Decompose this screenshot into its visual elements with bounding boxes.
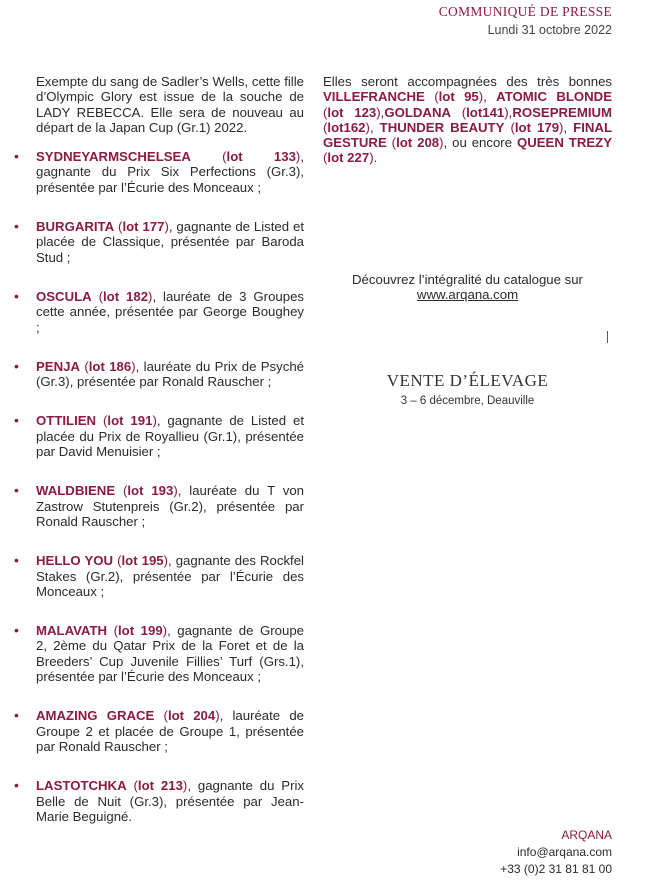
lot-paren-open: (: [222, 149, 227, 165]
horse-name: WALDBIENE: [36, 483, 116, 499]
lot-description: , gagnante du Prix Six Perfections (Gr.3), présentée par l’Écurie des Monceaux ;: [36, 149, 304, 195]
text-cursor: [607, 331, 608, 343]
lot-paren-close: ): [559, 119, 564, 135]
left-column: [14, 74, 305, 824]
horse-name: BURGARITA: [36, 219, 115, 235]
intro-paragraph: Exempte du sang de Sadler’s Wells, cette fille d’Olympic Glory est issue de la souche de LADY REBECCA. Elle sera de nouveau au départ de la Japan Cup (Gr.1) 2022.: [36, 74, 304, 135]
lot-number: lot 182: [103, 288, 149, 304]
press-release-title: COMMUNIQUÉ DE PRESSE: [438, 4, 612, 19]
separator: ,: [508, 104, 513, 120]
lot-item: [14, 482, 304, 529]
lot-description: , gagnante de Groupe 2, 2ème du Qatar Prix de la Foret et de la Breeders’ Cup Juvenile Fillies’ Turf (Grs.1), présentée par l’Écurie des Monceaux ;: [36, 623, 304, 685]
footer: [500, 827, 612, 878]
bullet-icon: •: [14, 218, 19, 235]
separator: ,: [369, 119, 380, 135]
lot-description: , lauréate de 3 Groupes cette année, présentée par George Boughey ;: [36, 288, 305, 335]
lot-description: , gagnante de Listed et placée du Prix de Royallieu (Gr.1), présentée par David Menuisier ;: [36, 413, 305, 460]
lot-item: [14, 148, 304, 195]
lot-paren-open: (: [461, 104, 467, 120]
lot-number: lot 199: [118, 623, 163, 639]
lot-description: , lauréate de Groupe 2 et placée de Groupe 1, présentée par Ronald Rauscher ;: [36, 708, 304, 754]
lot-paren-open: (: [113, 623, 119, 639]
bullet-icon: •: [14, 357, 19, 374]
lot-paren-open: (: [133, 778, 138, 794]
lot-number: lot 191: [107, 413, 153, 429]
release-date: Lundi 31 octobre 2022: [487, 23, 612, 37]
lot-number: lot 213: [137, 778, 183, 794]
lots-list: [14, 148, 305, 824]
right-column: [323, 74, 612, 166]
horse-name: PENJA: [36, 358, 80, 374]
lot-item: [14, 412, 305, 460]
horse-name: THUNDER BEAUTY: [379, 119, 505, 135]
lot-paren-close: ): [173, 483, 178, 499]
lot-item: [14, 552, 304, 599]
lot-number: lot 208: [396, 135, 440, 151]
lot-paren-close: ): [504, 104, 509, 120]
footer-brand: ARQANA: [561, 828, 612, 842]
accompanying-horse: [323, 89, 496, 104]
lot-description: , gagnante du Prix Belle de Nuit (Gr.3), présentée par Jean-Marie Beguigné.: [36, 778, 304, 824]
accompanying-horse: [384, 105, 512, 120]
lot-number: lot 186: [88, 358, 132, 374]
lot-number: lot 177: [122, 219, 165, 235]
lot-paren-close: ): [182, 778, 188, 794]
lot-paren-open: (: [323, 150, 328, 166]
sale-dates: 3 – 6 décembre, Deauville: [400, 395, 535, 407]
footer-phone: +33 (0)2 31 81 81 00: [500, 862, 612, 876]
lot-number: lot 204: [167, 708, 216, 724]
horse-name: HELLO YOU: [36, 553, 114, 569]
lot-paren-open: (: [98, 288, 104, 304]
bullet-icon: •: [14, 707, 19, 724]
lot-paren-open: (: [103, 413, 108, 429]
separator: ,: [563, 119, 574, 135]
horse-name: LASTOTCHKA: [36, 778, 127, 794]
horse-name: OSCULA: [36, 288, 92, 304]
lot-paren-close: ): [376, 104, 381, 120]
horse-name: ATOMIC BLONDE: [496, 89, 612, 105]
lot-number: lot 95: [438, 89, 479, 105]
lot-paren-close: ): [295, 149, 301, 165]
lot-paren-close: ): [164, 219, 169, 235]
lot-paren-open: (: [117, 553, 122, 569]
lot-item: [14, 777, 304, 824]
lot-description: , lauréate du T von Zastrow Stutenpreis (Gr.2), présentée par Ronald Rauscher ;: [36, 483, 304, 529]
lot-paren-open: (: [323, 104, 328, 120]
lot-item: [14, 622, 304, 685]
accompanying-lots-paragraph: [323, 74, 612, 166]
catalogue-note: [323, 272, 612, 303]
accompanying-lead: Elles seront accompagnées des très bonnes: [323, 74, 612, 89]
lot-paren-close: ): [439, 135, 444, 151]
horse-name: QUEEN TREZY: [516, 135, 612, 151]
lot-paren-close: ): [131, 358, 136, 374]
lot-paren-open: (: [122, 483, 128, 499]
lot-paren-open: (: [510, 119, 515, 135]
lot-paren-close: ): [215, 708, 220, 724]
separator: .: [373, 150, 378, 166]
separator: ,: [483, 89, 497, 105]
lot-paren-close: ): [148, 288, 153, 304]
lot-number: lot 193: [127, 483, 174, 499]
lot-number: lot141: [466, 104, 505, 120]
bullet-icon: •: [14, 287, 19, 304]
lot-paren-close: ): [369, 150, 374, 166]
lot-item: [14, 287, 305, 335]
lot-paren-close: ): [162, 623, 168, 639]
bullet-icon: •: [14, 482, 19, 499]
lot-paren-open: (: [84, 358, 89, 374]
lot-paren-open: (: [391, 135, 397, 151]
lot-paren-close: ): [152, 413, 157, 429]
bullet-icon: •: [14, 552, 19, 569]
lot-number: lot 195: [121, 553, 164, 569]
bullet-icon: •: [14, 777, 19, 794]
lot-paren-close: ): [478, 89, 484, 105]
lot-paren-open: (: [163, 708, 168, 724]
sale-block: [323, 371, 612, 408]
lot-paren-close: ): [163, 553, 169, 569]
lot-description: , gagnante des Rockfel Stakes (Gr.2), présentée par l’Écurie des Monceaux ;: [36, 553, 304, 599]
separator: ,: [380, 104, 385, 120]
lot-description: , gagnante de Listed et placée de Classique, présentée par Baroda Stud ;: [36, 219, 304, 265]
lot-number: lot 133: [226, 149, 296, 165]
sale-title: VENTE D’ÉLEVAGE: [386, 371, 549, 390]
horse-name: FINAL GESTURE: [323, 119, 612, 151]
footer-email[interactable]: info@arqana.com: [517, 845, 612, 859]
accompanying-horse: [380, 120, 574, 135]
document-header: [439, 4, 612, 38]
lot-item: [14, 218, 304, 265]
horse-name: MALAVATH: [36, 623, 108, 639]
bullet-icon: •: [14, 412, 19, 429]
lot-paren-open: (: [434, 89, 439, 105]
catalogue-text: Découvrez l’intégralité du catalogue sur: [352, 272, 583, 287]
lot-item: [14, 707, 304, 754]
lot-description: , lauréate du Prix de Psyché (Gr.3), présentée par Ronald Rauscher ;: [36, 358, 304, 390]
lot-item: [14, 357, 304, 390]
lot-number: lot162: [327, 119, 366, 135]
horse-name: VILLEFRANCHE: [323, 89, 425, 105]
horse-name: SYDNEYARMSCHELSEA: [36, 149, 191, 165]
lot-number: lot 227: [327, 150, 370, 166]
bullet-icon: •: [14, 148, 19, 165]
horse-name: GOLDANA: [384, 104, 451, 120]
lot-number: lot 179: [514, 119, 560, 135]
separator: , ou encore: [443, 135, 517, 151]
lot-paren-close: ): [365, 119, 370, 135]
horse-name: AMAZING GRACE: [36, 708, 155, 724]
horse-name: OTTILIEN: [36, 413, 97, 429]
lot-number: lot 123: [327, 104, 377, 120]
catalogue-link[interactable]: www.arqana.com: [416, 287, 519, 303]
lot-paren-open: (: [118, 219, 123, 235]
horse-name: ROSEPREMIUM: [512, 104, 612, 120]
bullet-icon: •: [14, 622, 19, 639]
lot-paren-open: (: [323, 119, 328, 135]
